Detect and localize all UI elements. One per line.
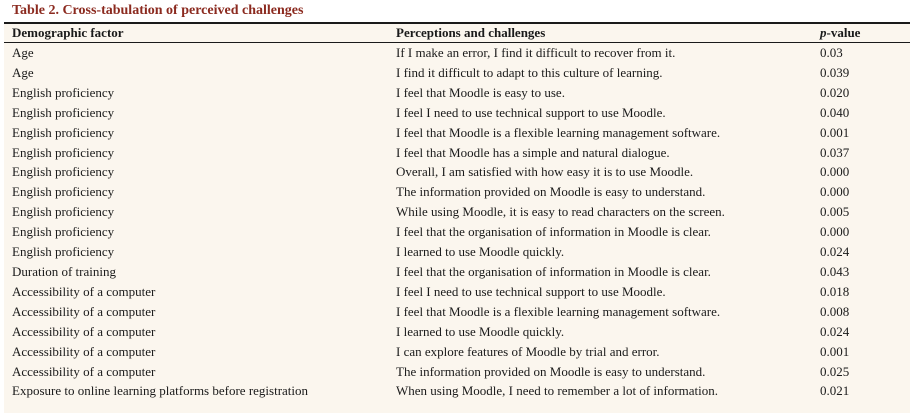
header-perceptions-challenges: Perceptions and challenges [388,24,812,43]
table-row [4,222,910,242]
table-row [4,143,910,163]
cell-p-value: 0.024 [820,323,850,339]
table-row [4,202,910,222]
cell-demographic-factor: Accessibility of a computer [12,283,156,299]
cell-p-value: 0.000 [820,164,850,180]
table-row [4,43,910,63]
cell-p-value: 0.000 [820,184,850,200]
cell-demographic-factor: Accessibility of a computer [12,323,156,339]
cell-p-value: 0.008 [820,303,850,319]
table-row [4,322,910,342]
cell-p-value: 0.03 [820,45,843,60]
cell-demographic-factor: English proficiency [12,144,115,160]
cell-demographic-factor: Exposure to online learning platforms before registration [12,383,309,399]
cell-perception: I find it difficult to adapt to this culture of learning. [396,64,663,80]
cell-perception: I feel that the organisation of information in Moodle is clear. [396,263,711,279]
table-row [4,362,910,382]
cell-demographic-factor: English proficiency [12,244,115,260]
cell-p-value: 0.025 [820,363,850,379]
cell-perception: When using Moodle, I need to remember a lot of information. [396,383,719,399]
table-row [4,123,910,143]
table-row [4,182,910,202]
table-row [4,381,910,401]
cell-demographic-factor: English proficiency [12,164,115,180]
cell-demographic-factor: English proficiency [12,124,115,140]
cell-demographic-factor: English proficiency [12,104,115,120]
cell-perception: I can explore features of Moodle by trial and error. [396,343,660,359]
cell-demographic-factor: Age [12,45,34,60]
cell-demographic-factor: English proficiency [12,204,115,220]
table-caption: Table 2. Cross-tabulation of perceived challenges [4,0,910,24]
header-row [4,24,910,43]
cell-p-value: 0.020 [820,84,850,100]
cell-perception: I feel I need to use technical support to use Moodle. [396,104,666,120]
cross-tabulation-table-container [4,0,910,413]
cell-perception: Overall, I am satisfied with how easy it is to use Moodle. [396,164,694,180]
cell-p-value: 0.000 [820,224,850,240]
table-row [4,83,910,103]
header-p-value [812,24,910,43]
cell-p-value: 0.037 [820,144,850,160]
table-row [4,103,910,123]
cell-perception: The information provided on Moodle is easy to understand. [396,184,706,200]
cell-p-value: 0.005 [820,204,850,220]
cell-perception: I feel that Moodle is easy to use. [396,84,565,100]
cell-perception: I learned to use Moodle quickly. [396,323,565,339]
header-demographic-factor: Demographic factor [4,24,388,43]
cell-p-value: 0.001 [820,124,850,140]
cell-demographic-factor: Age [12,64,34,80]
table-row [4,282,910,302]
table-row [4,242,910,262]
cell-p-value: 0.043 [820,263,850,279]
table-row [4,262,910,282]
cell-p-value: 0.001 [820,343,850,359]
table-body [4,43,910,402]
cell-perception: I feel that Moodle is a flexible learning management software. [396,303,721,319]
table-row [4,63,910,83]
cell-p-value: 0.021 [820,383,850,399]
table-row [4,342,910,362]
cell-perception: If I make an error, I find it difficult to recover from it. [396,45,676,60]
table-row [4,302,910,322]
cell-perception: I feel that the organisation of information in Moodle is clear. [396,224,711,240]
cell-demographic-factor: Duration of training [12,263,116,279]
cell-perception: While using Moodle, it is easy to read characters on the screen. [396,204,725,220]
table-row [4,162,910,182]
cell-p-value: 0.040 [820,104,850,120]
table-header [4,24,910,43]
cell-perception: I feel that Moodle has a simple and natural dialogue. [396,144,670,160]
header-p-italic: p [820,25,827,40]
cell-perception: I learned to use Moodle quickly. [396,244,565,260]
cross-tabulation-table [4,24,910,401]
cell-perception: I feel I need to use technical support to use Moodle. [396,283,666,299]
cell-perception: I feel that Moodle is a flexible learning management software. [396,124,721,140]
cell-demographic-factor: English proficiency [12,224,115,240]
cell-p-value: 0.024 [820,244,850,260]
cell-demographic-factor: English proficiency [12,84,115,100]
cell-p-value: 0.039 [820,64,850,80]
cell-demographic-factor: Accessibility of a computer [12,343,156,359]
cell-demographic-factor: English proficiency [12,184,115,200]
cell-demographic-factor: Accessibility of a computer [12,303,156,319]
cell-perception: The information provided on Moodle is easy to understand. [396,363,706,379]
cell-p-value: 0.018 [820,283,850,299]
header-p-rest: -value [826,25,861,40]
cell-demographic-factor: Accessibility of a computer [12,363,156,379]
